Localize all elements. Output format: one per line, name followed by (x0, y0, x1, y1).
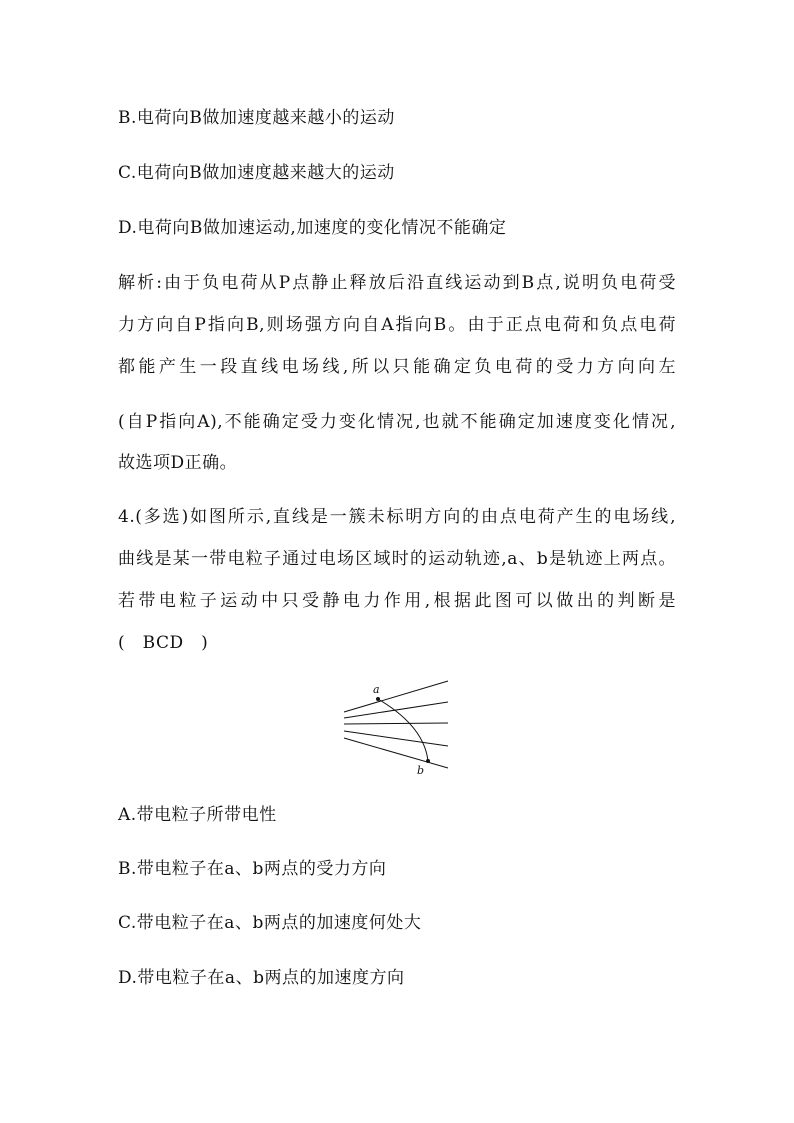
analysis-line-2: 力方向自P指向B,则场强方向自A指向B。由于正点电荷和负点电荷 (118, 315, 676, 335)
option-d-q4: D.带电粒子在a、b两点的加速度方向 (118, 968, 405, 988)
option-c-q4: C.带电粒子在a、b两点的加速度何处大 (118, 913, 422, 933)
trajectory-curve (378, 699, 428, 761)
question4-answer: ( BCD ) (118, 633, 209, 653)
field-line-5 (344, 738, 448, 768)
analysis-line-5: 故选项D正确。 (118, 453, 238, 473)
label-b: b (417, 764, 425, 777)
option-a-q4: A.带电粒子所带电性 (118, 805, 277, 825)
field-line-2 (344, 702, 448, 718)
field-line-3 (344, 723, 448, 724)
analysis-line-3: 都能产生一段直线电场线,所以只能确定负电荷的受力方向向左 (118, 357, 676, 377)
field-line-4 (344, 731, 448, 746)
field-line-1 (344, 681, 448, 712)
option-c-q3: C.电荷向B做加速度越来越大的运动 (118, 163, 395, 183)
label-a: a (373, 683, 380, 696)
option-d-q3: D.电荷向B做加速运动,加速度的变化情况不能确定 (118, 218, 507, 238)
point-b-dot (426, 759, 430, 763)
analysis-line-4: (自P指向A),不能确定受力变化情况,也就不能确定加速度变化情况, (118, 412, 676, 432)
question4-line-1: 4.(多选)如图所示,直线是一簇未标明方向的由点电荷产生的电场线, (118, 507, 676, 527)
option-b-q3: B.电荷向B做加速度越来越小的运动 (118, 108, 395, 128)
analysis-line-1: 解析:由于负电荷从P点静止释放后沿直线运动到B点,说明负电荷受 (118, 273, 676, 293)
question4-line-2: 曲线是某一带电粒子通过电场区域时的运动轨迹,a、b是轨迹上两点。 (118, 549, 676, 569)
point-a-dot (376, 697, 380, 701)
option-b-q4: B.带电粒子在a、b两点的受力方向 (118, 859, 387, 879)
field-lines-figure (338, 676, 454, 780)
question4-line-3: 若带电粒子运动中只受静电力作用,根据此图可以做出的判断是 (118, 591, 676, 611)
